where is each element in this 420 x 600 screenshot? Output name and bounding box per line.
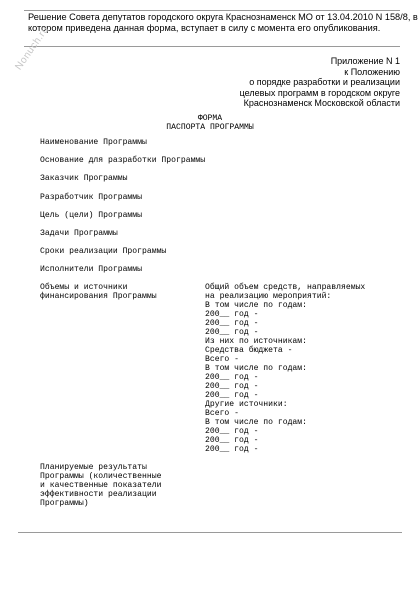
results-label-line: эффективности реализации bbox=[40, 490, 157, 499]
results-label-line: Программы) bbox=[40, 499, 89, 508]
appendix-line: Приложение N 1 bbox=[330, 56, 400, 66]
appendix-line: к Положению bbox=[344, 66, 400, 77]
field-timeline: Сроки реализации Программы bbox=[40, 247, 167, 256]
financing-line: 200__ год - bbox=[205, 427, 259, 436]
field-goals: Цель (цели) Программы bbox=[40, 211, 142, 220]
appendix-line: Краснознаменск Московской области bbox=[243, 98, 400, 108]
field-tasks: Задачи Программы bbox=[40, 229, 118, 238]
form-title-block bbox=[0, 114, 420, 132]
financing-line: 200__ год - bbox=[205, 310, 259, 319]
appendix-line: целевых программ в городском округе bbox=[239, 87, 400, 98]
financing-details bbox=[205, 283, 365, 454]
financing-line: 200__ год - bbox=[205, 319, 259, 328]
bottom-rule bbox=[18, 532, 402, 533]
field-developer: Разработчик Программы bbox=[40, 193, 142, 202]
notice-line-2: котором приведена данная форма, вступает в силу с момента его опубликования. bbox=[28, 23, 381, 33]
results-label-line: и качественные показатели bbox=[40, 481, 162, 490]
financing-line: В том числе по годам: bbox=[205, 418, 307, 427]
financing-label-line: Объемы и источники bbox=[40, 283, 128, 292]
field-basis: Основание для разработки Программы bbox=[40, 156, 206, 165]
financing-line: В том числе по годам: bbox=[205, 301, 307, 310]
field-executors: Исполнители Программы bbox=[40, 265, 142, 274]
form-title: ФОРМА bbox=[197, 114, 223, 123]
watermark-text: Nonuch.ru bbox=[12, 24, 52, 72]
financing-line: Средства бюджета - bbox=[205, 346, 293, 355]
form-subtitle: ПАСПОРТА ПРОГРАММЫ bbox=[166, 123, 254, 132]
appendix-header bbox=[200, 56, 400, 109]
financing-line: Общий объем средств, направляемых bbox=[205, 283, 366, 292]
results-label-line: Программы (количественные bbox=[40, 472, 162, 481]
field-program-name: Наименование Программы bbox=[40, 138, 147, 147]
financing-label bbox=[40, 283, 157, 301]
notice-rule bbox=[24, 46, 400, 47]
financing-label-line: финансирования Программы bbox=[40, 292, 157, 301]
financing-line: 200__ год - bbox=[205, 391, 259, 400]
financing-line: Из них по источникам: bbox=[205, 337, 307, 346]
effective-date-notice bbox=[28, 12, 418, 34]
financing-line: Другие источники: bbox=[205, 400, 288, 409]
financing-line: 200__ год - bbox=[205, 373, 259, 382]
financing-line: 200__ год - bbox=[205, 382, 259, 391]
top-rule bbox=[24, 10, 400, 11]
notice-line-1: Решение Совета депутатов городского округа Краснознаменск МО от 13.04.2010 N 158/8, в bbox=[28, 12, 418, 22]
financing-line: 200__ год - bbox=[205, 445, 259, 454]
appendix-line: о порядке разработки и реализации bbox=[249, 77, 400, 87]
financing-line: на реализацию мероприятий: bbox=[205, 292, 332, 301]
financing-line: Всего - bbox=[205, 355, 239, 364]
field-customer: Заказчик Программы bbox=[40, 174, 128, 183]
results-label bbox=[40, 463, 161, 508]
financing-line: 200__ год - bbox=[205, 328, 259, 337]
financing-line: В том числе по годам: bbox=[205, 364, 307, 373]
results-label-line: Планируемые результаты bbox=[40, 463, 147, 472]
financing-line: 200__ год - bbox=[205, 436, 259, 445]
financing-line: Всего - bbox=[205, 409, 239, 418]
